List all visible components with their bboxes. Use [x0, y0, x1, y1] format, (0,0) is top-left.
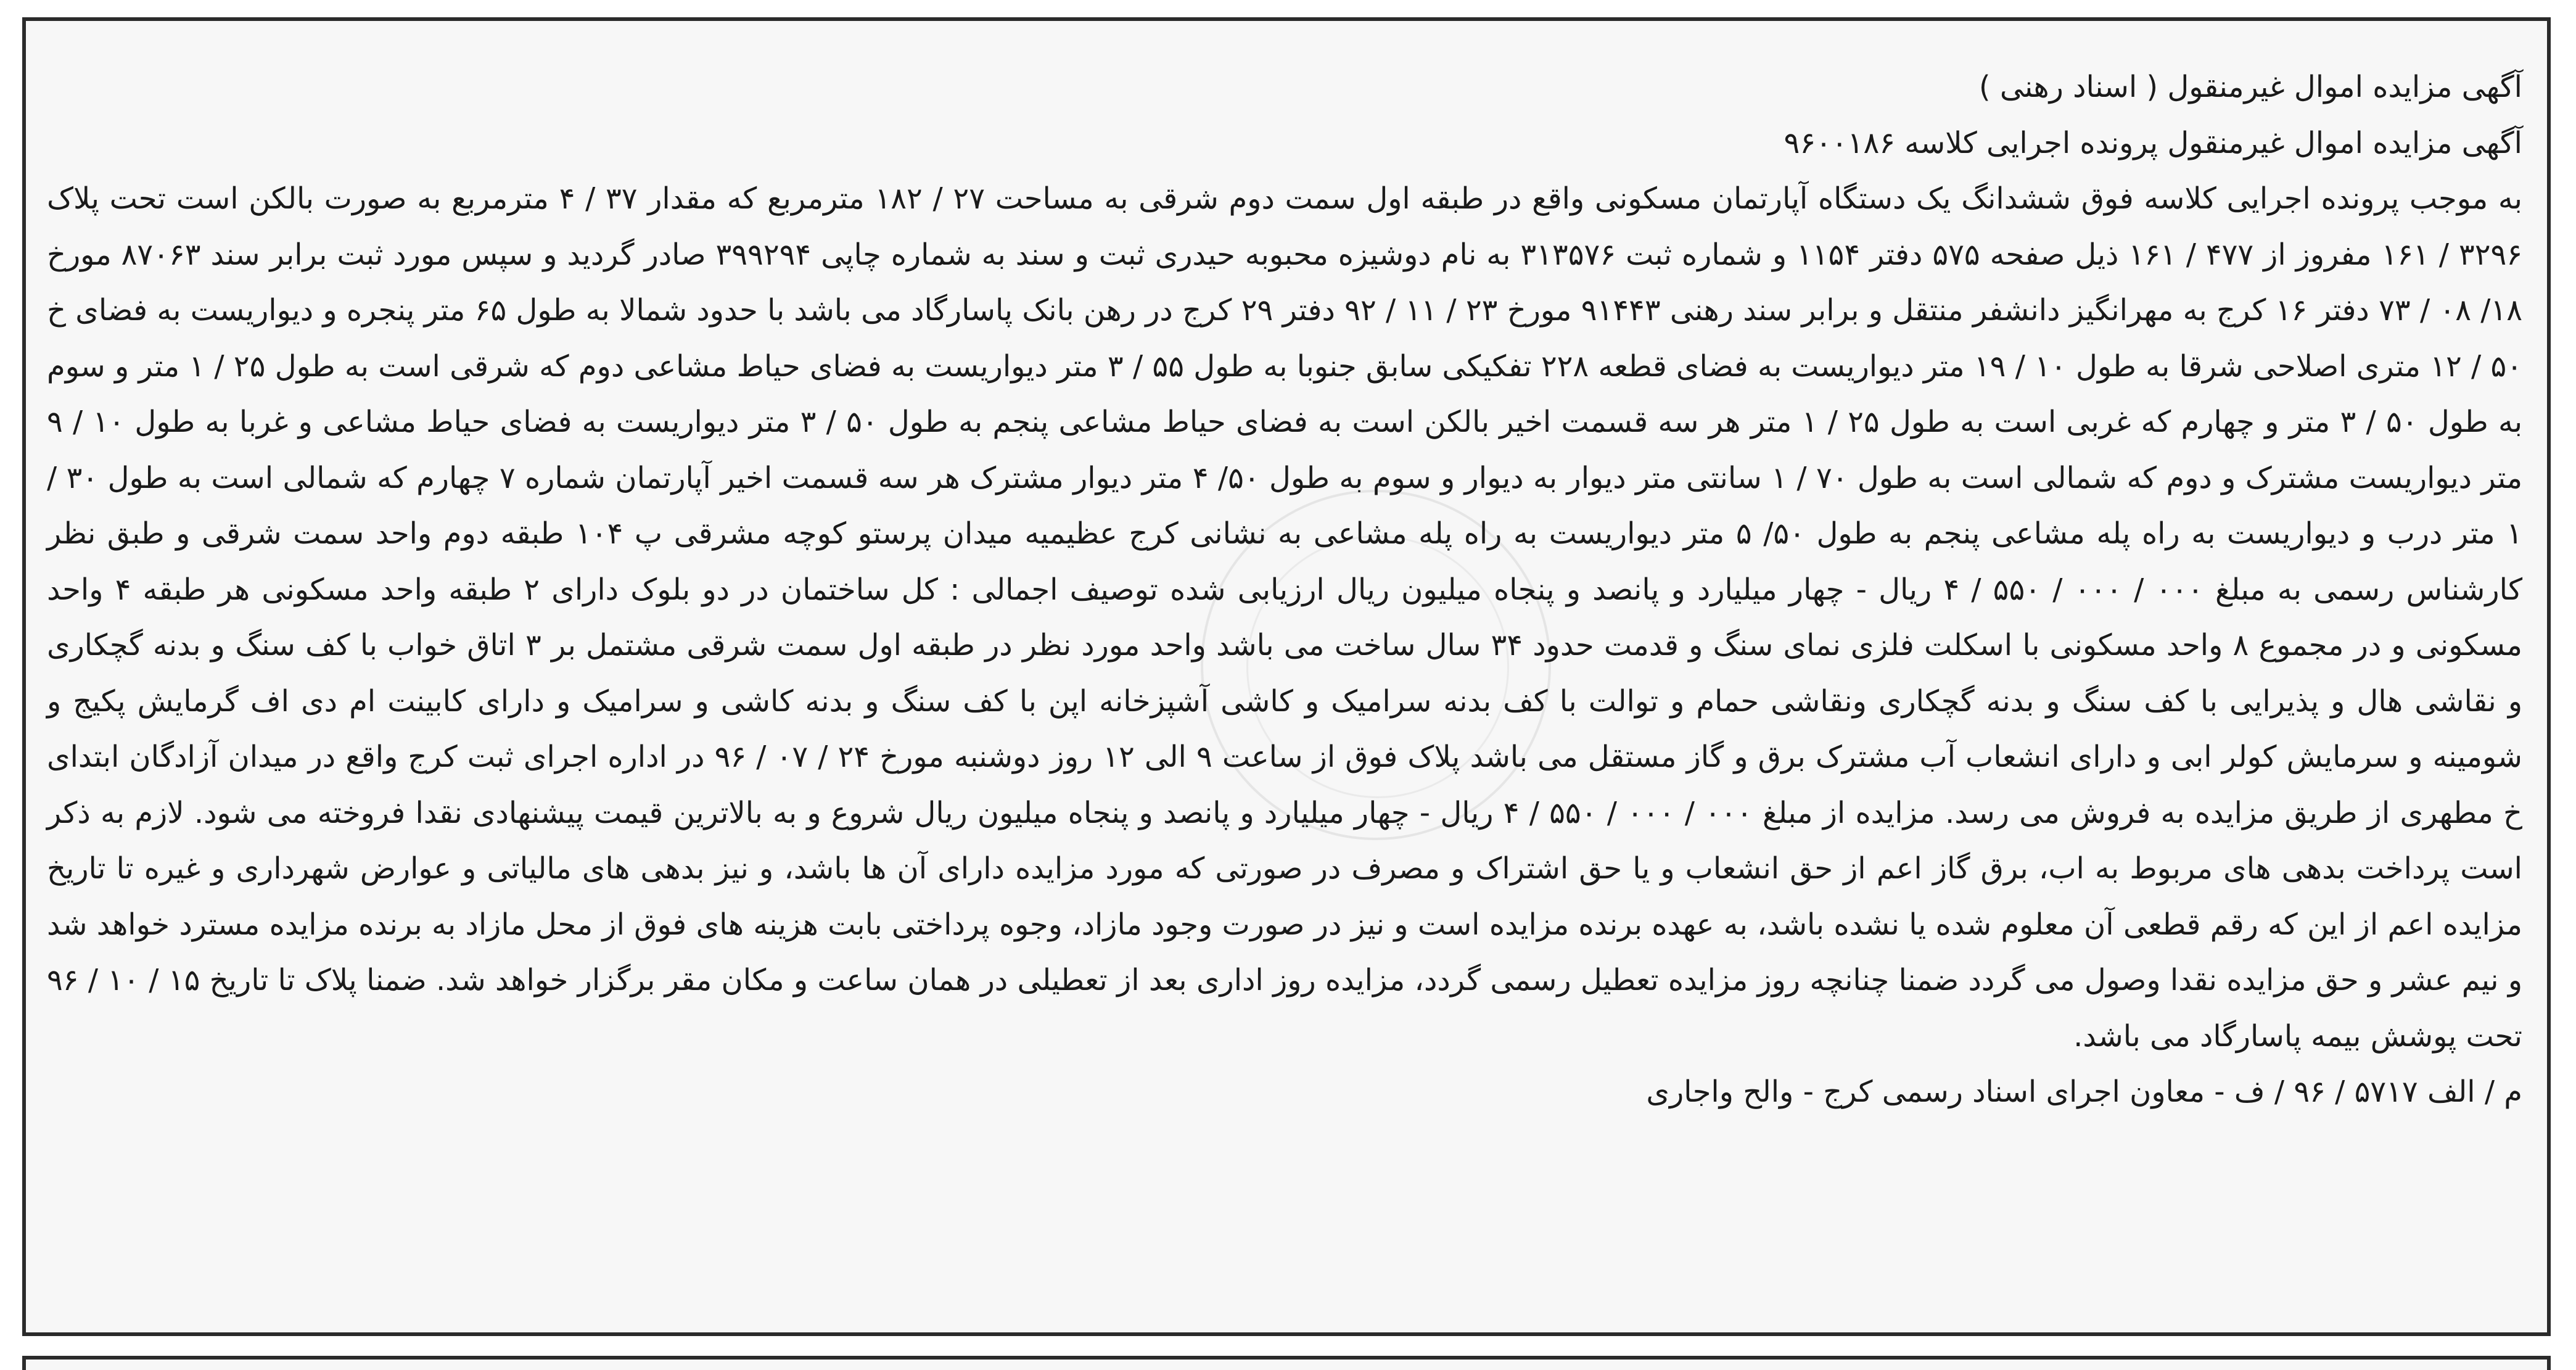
notice-subtitle: آگهی مزایده اموال غیرمنقول پرونده اجرایی کلاسه ۹۶۰۰۱۸۶ — [1784, 125, 2522, 160]
notice-signature: م / الف ۵۷۱۷ / ۹۶ / ف - معاون اجرای اسناد رسمی کرج - والح واجاری — [1646, 1075, 2522, 1109]
notice-title: آگهی مزایده اموال غیرمنقول ( اسناد رهنی ) — [1978, 70, 2522, 104]
auction-notice — [22, 17, 2551, 1336]
notice-body-paragraph: به موجب پرونده اجرایی کلاسه فوق ششدانگ یک دستگاه آپارتمان مسکونی واقع در طبقه اول سمت دوم شرقی به مساحت ۲۷ / ۱۸۲ مترمربع که مقدار ۳۷ / ۴ مترمربع به صورت بالکن است تحت پلاک ۳۲۹۶ / ۱۶۱ مفروز از ۴۷۷ / ۱۶۱ ذیل صفحه ۵۷۵ دفتر ۱۱۵۴ و شماره ثبت ۳۱۳۵۷۶ به نام دوشیزه محبوبه حیدری ثبت و سند به شماره چاپی ۳۹۹۲۹۴ صادر گردید و سپس مورد ثبت برابر سند ۸۷۰۶۳ مورخ ۱۸/ ۰۸ / ۷۳ دفتر ۱۶ کرج به مهرانگیز دانشفر منتقل و برابر سند رهنی ۹۱۴۴۳ مورخ ۲۳ / ۱۱ / ۹۲ دفتر ۲۹ کرج در رهن بانک پاسارگاد می باشد با حدود شمالا به طول ۶۵ متر پنجره و دیواریست به فضای خ ۵۰ / ۱۲ متری اصلاحی شرقا به طول ۱۰ / ۱۹ متر دیواریست به فضای قطعه ۲۲۸ تفکیکی سابق جنوبا به طول ۵۵ / ۳ متر دیواریست به فضای حیاط مشاعی دوم که شرقی است به طول ۲۵ / ۱ متر و سوم به طول ۵۰ / ۳ متر و چهارم که غربی است به طول ۲۵ / ۱ متر هر سه قسمت اخیر بالکن است به فضای حیاط مشاعی پنجم به طول ۵۰ / ۳ متر دیواریست به فضای حیاط مشاعی و غربا به طول ۱۰ / ۹ متر دیواریست مشترک و دوم که شمالی است به طول ۷۰ / ۱ سانتی متر دیوار به دیوار و سوم به طول ۵۰/ ۴ متر دیوار مشترک هر سه قسمت اخیر آپارتمان شماره ۷ چهارم که شمالی است به طول ۳۰ / ۱ متر درب و دیواریست به راه پله مشاعی پنجم به طول ۵۰/ ۵ متر دیواریست به راه پله مشاعی به نشانی کرج عظیمیه میدان پرستو کوچه مشرقی پ ۱۰۴ طبقه دوم واحد سمت شرقی و طبق نظر کارشناس رسمی به مبلغ ۰۰۰ / ۰۰۰ / ۵۵۰ / ۴ ریال - چهار میلیارد و پانصد و پنجاه میلیون ریال ارزیابی شده توصیف اجمالی : کل ساختمان در دو بلوک دارای ۲ طبقه واحد مسکونی هر طبقه ۴ واحد مسکونی و در مجموع ۸ واحد مسکونی با اسکلت فلزی نمای سنگ و قدمت حدود ۳۴ سال ساخت می باشد واحد مورد نظر در طبقه اول سمت شرقی مشتمل بر ۳ اتاق خواب با کف سنگ و بدنه گچکاری و نقاشی هال و پذیرایی با کف سنگ و بدنه گچکاری ونقاشی حمام و توالت با کف بدنه سرامیک و کاشی آشپزخانه اپن با کف سنگ و بدنه کاشی و سرامیک و دارای کابینت ام دی اف گرمایش پکیج و شومینه و سرمایش کولر ابی و دارای انشعاب آب مشترک برق و گاز مستقل می باشد پلاک فوق از ساعت ۹ الی ۱۲ روز دوشنبه مورخ ۲۴ / ۰۷ / ۹۶ در اداره اجرای ثبت کرج واقع در میدان آزادگان ابتدای خ مطهری از طریق مزایده به فروش می رسد. مزایده از مبلغ ۰۰۰ / ۰۰۰ / ۵۵۰ / ۴ ریال - چهار میلیارد و پانصد و پنجاه میلیون ریال شروع و به بالاترین قیمت پیشنهادی نقدا فروخته می شود. لازم به ذکر است پرداخت بدهی های مربوط به اب، برق گاز اعم از حق انشعاب و یا حق اشتراک و مصرف در صورتی که مورد مزایده دارای آن ها باشد، و نیز بدهی های مالیاتی و عوارض شهرداری و غیره تا تاریخ مزایده اعم از این که رقم قطعی آن معلوم شده یا نشده باشد، به عهده برنده مزایده است و نیز در صورت وجود مازاد، وجوه پرداختی بابت هزینه های فوق از محل مازاد به برنده مزایده مسترد خواهد شد و نیم عشر و حق مزایده نقدا وصول می گردد ضمنا چنانچه روز مزایده تعطیل رسمی گردد، مزایده روز اداری بعد از تعطیلی در همان ساعت و مکان مقر برگزار خواهد شد. ضمنا پلاک تا تاریخ ۱۵ / ۱۰ / ۹۶ تحت پوشش بیمه پاسارگاد می باشد. — [47, 181, 2523, 1054]
notice-content — [47, 59, 2522, 1120]
next-notice-border — [22, 1356, 2551, 1370]
